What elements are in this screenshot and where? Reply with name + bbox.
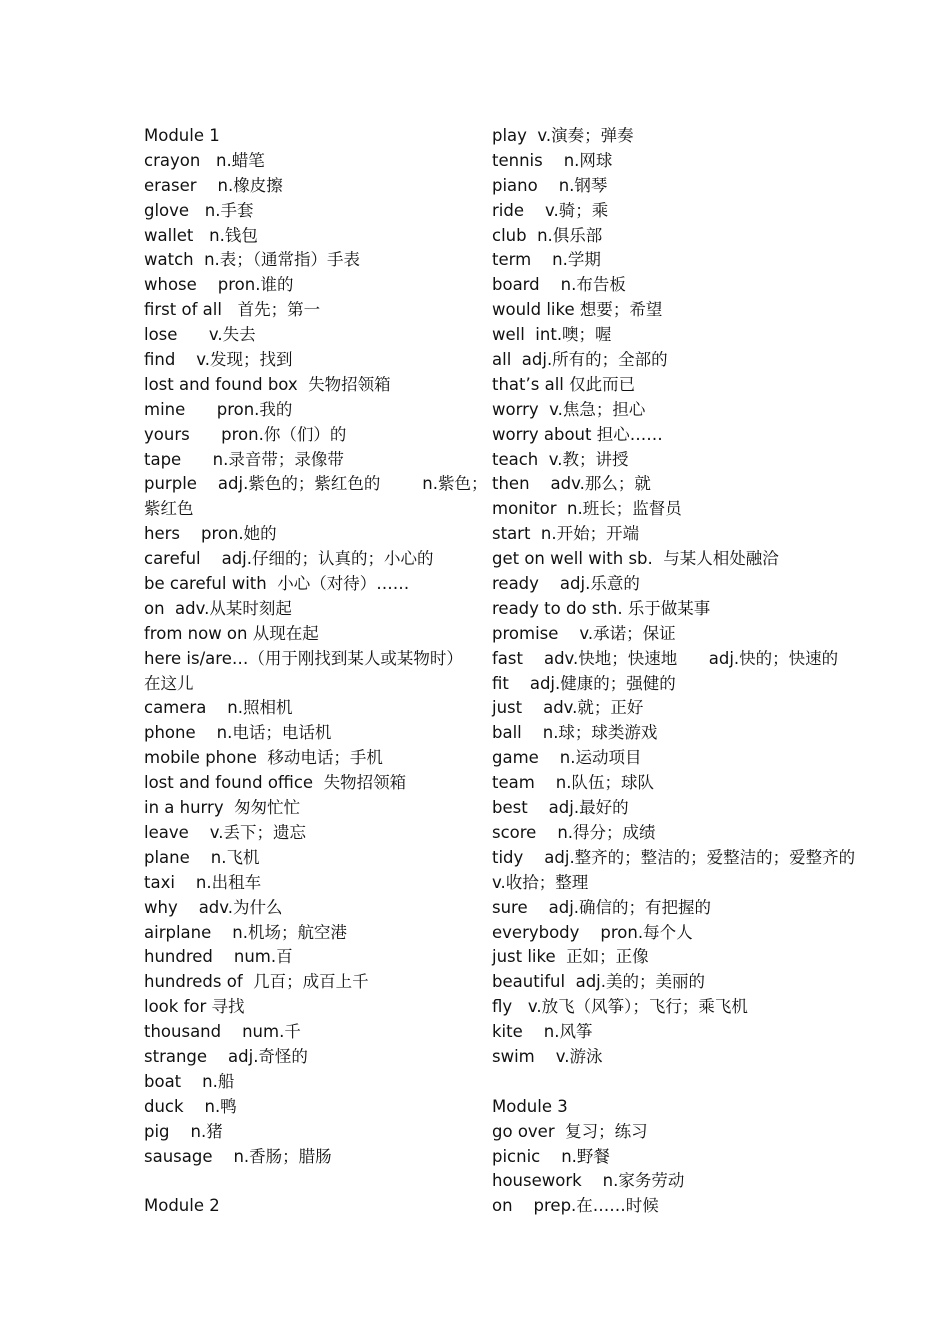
vocab-entry: beautiful adj.美的；美丽的 bbox=[492, 972, 706, 992]
vocab-entry: teach v.教；讲授 bbox=[492, 449, 629, 469]
vocab-entry: camera n.照相机 bbox=[144, 698, 293, 718]
vocab-entry: worry v.焦急；担心 bbox=[492, 399, 646, 419]
vocab-entry: wallet n.钱包 bbox=[144, 225, 258, 245]
vocab-entry: fit adj.健康的；强健的 bbox=[492, 673, 676, 693]
vocab-entry: best adj.最好的 bbox=[492, 798, 629, 818]
vocab-entry: pig n.猪 bbox=[144, 1121, 223, 1141]
vocab-entry: tape n.录音带；录像带 bbox=[144, 449, 344, 469]
vocab-entry: why adv.为什么 bbox=[144, 897, 283, 917]
vocab-entry: get on well with sb. 与某人相处融洽 bbox=[492, 549, 779, 569]
vocab-entry: all adj.所有的；全部的 bbox=[492, 350, 668, 370]
vocab-entry: housework n.家务劳动 bbox=[492, 1171, 685, 1191]
vocab-entry: term n.学期 bbox=[492, 250, 601, 270]
vocab-entry: tennis n.网球 bbox=[492, 150, 613, 170]
blank-line bbox=[492, 1070, 872, 1095]
vocab-entry: just adv.就；正好 bbox=[492, 698, 644, 718]
vocab-entry: sausage n.香肠；腊肠 bbox=[144, 1146, 332, 1166]
vocab-entry: thousand num.千 bbox=[144, 1022, 301, 1042]
vocab-entry: hers pron.她的 bbox=[144, 524, 277, 544]
vocab-entry: 紫红色 bbox=[144, 499, 194, 519]
vocab-entry: board n.布告板 bbox=[492, 275, 626, 295]
vocab-entry: hundred num.百 bbox=[144, 947, 293, 967]
vocab-entry: go over 复习；练习 bbox=[492, 1121, 648, 1141]
vocab-entry: fly v.放飞（风筝）；飞行；乘飞机 bbox=[492, 997, 748, 1017]
vocab-entry: mine pron.我的 bbox=[144, 399, 293, 419]
vocab-entry: everybody pron.每个人 bbox=[492, 922, 693, 942]
left-vocabulary-column bbox=[144, 124, 488, 1219]
vocab-entry: well int.噢；喔 bbox=[492, 325, 612, 345]
vocab-entry: fast adv.快地；快速地 adj.快的；快速的 bbox=[492, 648, 839, 668]
vocab-entry: ready to do sth. 乐于做某事 bbox=[492, 598, 711, 618]
vocab-entry: airplane n.机场；航空港 bbox=[144, 922, 347, 942]
vocab-entry: here is/are…（用于刚找到某人或某物时） bbox=[144, 648, 463, 668]
module-heading: Module 2 bbox=[144, 1196, 220, 1216]
vocab-entry: piano n.钢琴 bbox=[492, 175, 608, 195]
module-heading: Module 3 bbox=[492, 1096, 568, 1116]
vocab-entry: eraser n.橡皮擦 bbox=[144, 175, 283, 195]
vocab-entry: ball n.球；球类游戏 bbox=[492, 723, 658, 743]
vocab-entry: score n.得分；成绩 bbox=[492, 822, 656, 842]
module-heading: Module 1 bbox=[144, 126, 220, 145]
vocab-entry: mobile phone 移动电话；手机 bbox=[144, 748, 383, 768]
vocab-entry: crayon n.蜡笔 bbox=[144, 150, 265, 170]
vocab-entry: purple adj.紫色的；紫红色的 n.紫色； bbox=[144, 474, 488, 494]
vocab-entry: watch n.表；（通常指）手表 bbox=[144, 250, 361, 270]
vocab-entry: that’s all 仅此而已 bbox=[492, 374, 636, 394]
vocab-entry: club n.俱乐部 bbox=[492, 225, 603, 245]
vocab-entry: yours pron.你（们）的 bbox=[144, 424, 347, 444]
vocab-entry: lose v.失去 bbox=[144, 325, 256, 345]
vocab-entry: picnic n.野餐 bbox=[492, 1146, 610, 1166]
vocab-entry: look for 寻找 bbox=[144, 997, 245, 1017]
vocab-entry: tidy adj.整齐的；整洁的；爱整洁的；爱整齐的 bbox=[492, 847, 856, 867]
vocab-entry: ready adj.乐意的 bbox=[492, 574, 640, 594]
vocab-entry: on prep.在……时候 bbox=[492, 1196, 659, 1216]
vocab-entry: from now on 从现在起 bbox=[144, 623, 319, 643]
vocab-entry: taxi n.出租车 bbox=[144, 872, 262, 892]
vocab-entry: hundreds of 几百；成百上千 bbox=[144, 972, 369, 992]
vocab-entry: monitor n.班长；监督员 bbox=[492, 499, 682, 519]
vocab-entry: glove n.手套 bbox=[144, 200, 254, 220]
blank-line bbox=[144, 1169, 474, 1194]
vocab-entry: sure adj.确信的；有把握的 bbox=[492, 897, 712, 917]
vocab-entry: find v.发现；找到 bbox=[144, 350, 293, 370]
vocab-entry: worry about 担心…… bbox=[492, 424, 663, 444]
vocab-entry: kite n.风筝 bbox=[492, 1022, 593, 1042]
vocab-entry: leave v.丢下；遗忘 bbox=[144, 822, 306, 842]
vocab-entry: careful adj.仔细的；认真的；小心的 bbox=[144, 549, 434, 569]
vocab-entry: game n.运动项目 bbox=[492, 748, 642, 768]
vocab-entry: be careful with 小心（对待）…… bbox=[144, 574, 410, 594]
vocab-entry: then adv.那么；就 bbox=[492, 474, 651, 494]
vocab-entry: team n.队伍；球队 bbox=[492, 773, 654, 793]
vocab-entry: start n.开始；开端 bbox=[492, 524, 640, 544]
vocab-entry: ride v.骑；乘 bbox=[492, 200, 609, 220]
right-vocabulary-column bbox=[492, 124, 872, 1219]
vocab-entry: first of all 首先；第一 bbox=[144, 300, 321, 320]
vocab-entry: 在这儿 bbox=[144, 673, 194, 693]
vocab-entry: on adv.从某时刻起 bbox=[144, 598, 292, 618]
vocab-entry: strange adj.奇怪的 bbox=[144, 1046, 308, 1066]
vocab-entry: in a hurry 匆匆忙忙 bbox=[144, 798, 301, 818]
vocab-entry: boat n.船 bbox=[144, 1071, 235, 1091]
vocab-entry: lost and found box 失物招领箱 bbox=[144, 374, 391, 394]
vocab-entry: just like 正如；正像 bbox=[492, 947, 649, 967]
vocab-entry: duck n.鸭 bbox=[144, 1096, 237, 1116]
vocab-entry: v.收拾；整理 bbox=[492, 872, 589, 892]
vocab-entry: whose pron.谁的 bbox=[144, 275, 294, 295]
vocab-entry: would like 想要；希望 bbox=[492, 300, 663, 320]
vocab-entry: lost and found office 失物招领箱 bbox=[144, 773, 407, 793]
vocab-entry: promise v.承诺；保证 bbox=[492, 623, 676, 643]
vocab-entry: swim v.游泳 bbox=[492, 1046, 603, 1066]
vocab-entry: plane n.飞机 bbox=[144, 847, 260, 867]
vocab-entry: play v.演奏；弹奏 bbox=[492, 126, 634, 145]
vocab-entry: phone n.电话；电话机 bbox=[144, 723, 332, 743]
